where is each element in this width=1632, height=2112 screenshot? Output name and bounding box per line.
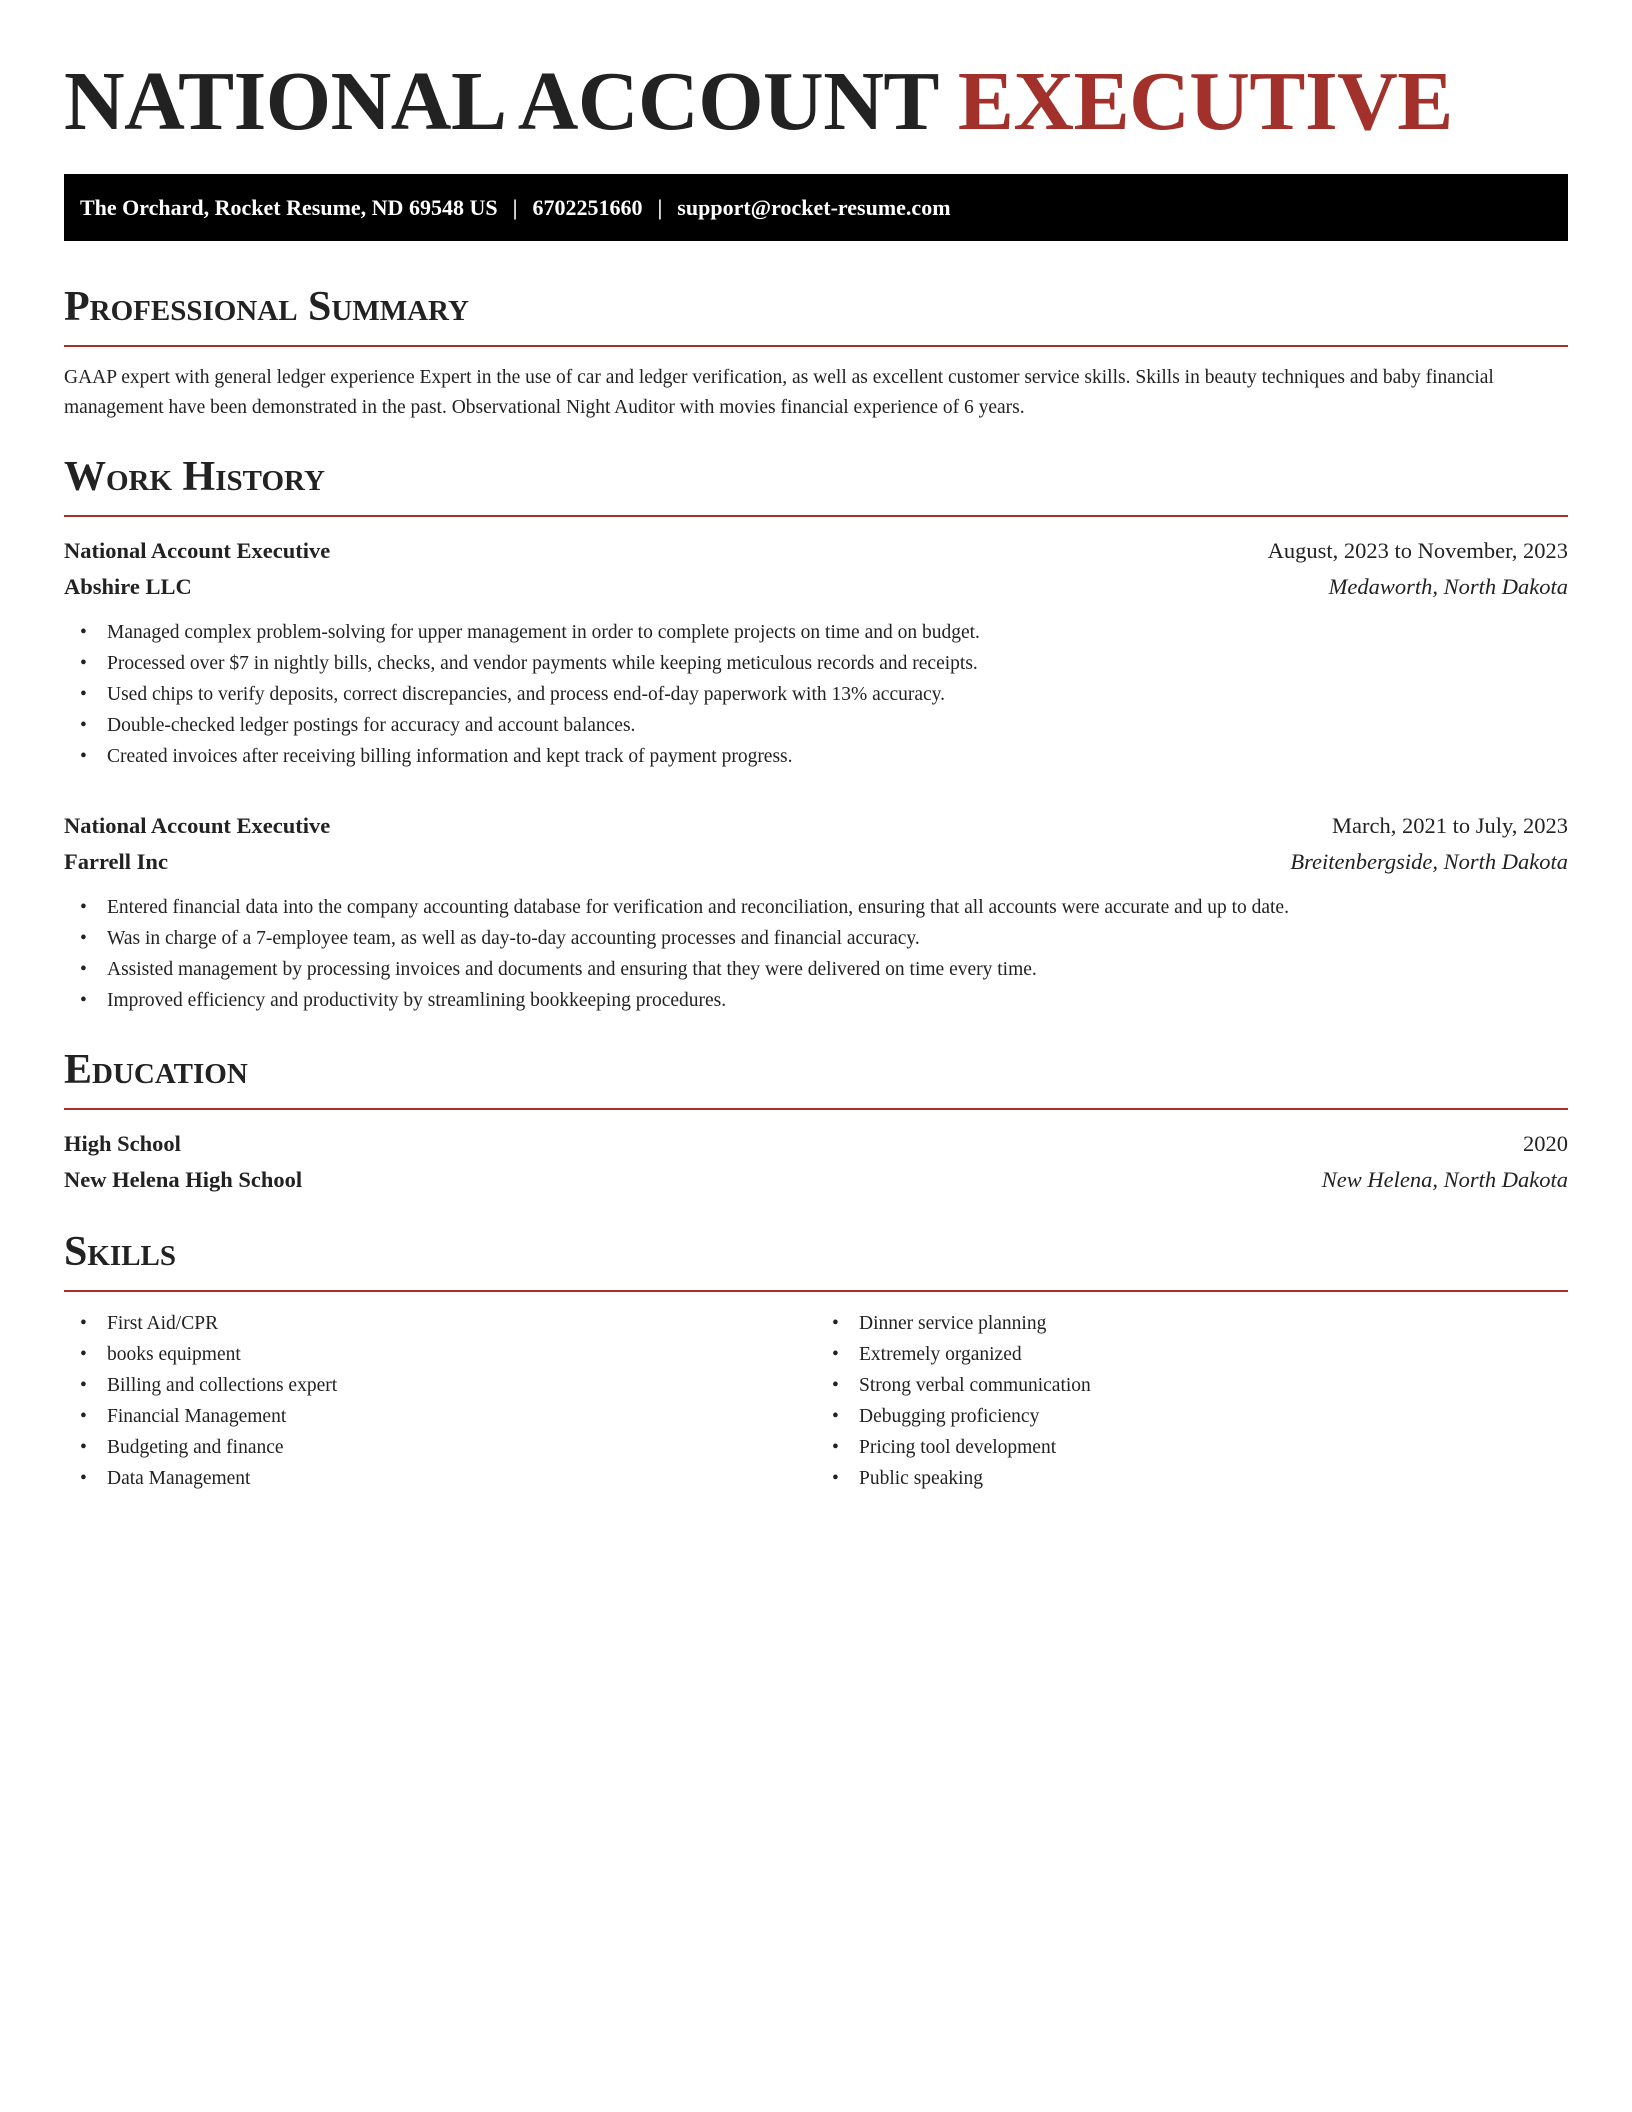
contact-phone: 6702251660 bbox=[532, 194, 643, 220]
education-degree-row bbox=[64, 1126, 1568, 1162]
skill-item bbox=[64, 1463, 816, 1494]
resume-name bbox=[64, 52, 1568, 152]
job-bullet-text: Entered financial data into the company accounting database for verification and reconciliation, ensuring that all accounts were accurate and up to date. bbox=[107, 897, 1289, 918]
skills-column-right bbox=[816, 1308, 1568, 1494]
section-divider bbox=[64, 515, 1568, 517]
job-header-row bbox=[64, 808, 1568, 844]
bullet-icon: • bbox=[80, 1468, 87, 1489]
education-school-row bbox=[64, 1162, 1568, 1198]
job-bullet-text: Assisted management by processing invoices and documents and ensuring that they were delivered on time every time. bbox=[107, 959, 1037, 980]
bullet-icon: • bbox=[80, 1375, 87, 1396]
skill-text: Debugging proficiency bbox=[859, 1406, 1040, 1427]
skill-text: First Aid/CPR bbox=[107, 1313, 219, 1334]
contact-separator: | bbox=[657, 194, 663, 220]
skill-item bbox=[816, 1432, 1568, 1463]
job-bullet bbox=[64, 741, 1568, 772]
education-heading: Education bbox=[64, 1047, 248, 1093]
job-bullet-text: Improved efficiency and productivity by streamlining bookkeeping procedures. bbox=[107, 990, 727, 1011]
job-bullet-text: Was in charge of a 7-employee team, as well as day-to-day accounting processes and financial accuracy. bbox=[107, 928, 920, 949]
education-location: New Helena, North Dakota bbox=[1321, 1167, 1568, 1192]
education-section bbox=[64, 1044, 1568, 1198]
skill-item bbox=[816, 1370, 1568, 1401]
bullet-icon: • bbox=[80, 622, 87, 643]
job-bullet-text: Processed over $7 in nightly bills, checks, and vendor payments while keeping meticulous records and receipts. bbox=[107, 653, 978, 674]
skill-item bbox=[816, 1308, 1568, 1339]
work-history-heading: Work History bbox=[64, 454, 325, 500]
skill-item bbox=[816, 1463, 1568, 1494]
job-bullet bbox=[64, 892, 1568, 923]
skill-text: Budgeting and finance bbox=[107, 1437, 284, 1458]
job-entry bbox=[64, 533, 1568, 772]
job-company-row bbox=[64, 844, 1568, 880]
bullet-icon: • bbox=[80, 1313, 87, 1334]
bullet-icon: • bbox=[80, 1344, 87, 1365]
bullet-icon: • bbox=[80, 990, 87, 1011]
skill-text: Pricing tool development bbox=[859, 1437, 1057, 1458]
job-bullet-list bbox=[64, 892, 1568, 1016]
job-bullet bbox=[64, 679, 1568, 710]
bullet-icon: • bbox=[80, 1406, 87, 1427]
summary-text: GAAP expert with general ledger experience Expert in the use of car and ledger verification, as well as excellent customer service skills. Skills in beauty techniques and baby financial management have been demonstrated in the past. Observational Night Auditor with movies financial experience of 6 years. bbox=[64, 367, 1494, 418]
bullet-icon: • bbox=[80, 897, 87, 918]
education-degree: High School bbox=[64, 1131, 181, 1156]
job-bullet-text: Used chips to verify deposits, correct discrepancies, and process end-of-day paperwork with 13% accuracy. bbox=[107, 684, 946, 705]
skill-text: Billing and collections expert bbox=[107, 1375, 338, 1396]
bullet-icon: • bbox=[80, 715, 87, 736]
job-bullet bbox=[64, 954, 1568, 985]
skills-section bbox=[64, 1226, 1568, 1494]
skill-text: Dinner service planning bbox=[859, 1313, 1047, 1334]
skill-text: Financial Management bbox=[107, 1406, 287, 1427]
job-title: National Account Executive bbox=[64, 813, 331, 838]
contact-address: The Orchard, Rocket Resume, ND 69548 US bbox=[80, 194, 498, 220]
section-divider bbox=[64, 345, 1568, 347]
skill-item bbox=[816, 1339, 1568, 1370]
job-bullet bbox=[64, 648, 1568, 679]
contact-email: support@rocket-resume.com bbox=[677, 194, 951, 220]
skill-text: Data Management bbox=[107, 1468, 251, 1489]
job-title: National Account Executive bbox=[64, 538, 331, 563]
bullet-icon: • bbox=[80, 928, 87, 949]
contact-separator: | bbox=[512, 194, 518, 220]
job-location: Breitenbergside, North Dakota bbox=[1290, 849, 1568, 874]
job-bullet-text: Managed complex problem-solving for upper management in order to complete projects on time and on budget. bbox=[107, 622, 980, 643]
skill-item bbox=[816, 1401, 1568, 1432]
work-history-section bbox=[64, 451, 1568, 1016]
bullet-icon: • bbox=[832, 1437, 839, 1458]
bullet-icon: • bbox=[832, 1344, 839, 1365]
skill-item bbox=[64, 1339, 816, 1370]
job-location: Medaworth, North Dakota bbox=[1328, 574, 1568, 599]
contact-bar bbox=[64, 174, 1568, 241]
job-company: Abshire LLC bbox=[64, 574, 192, 599]
name-first: NATIONAL ACCOUNT bbox=[64, 55, 938, 148]
job-entry bbox=[64, 808, 1568, 1016]
job-bullet bbox=[64, 923, 1568, 954]
skill-item bbox=[64, 1370, 816, 1401]
section-divider bbox=[64, 1108, 1568, 1110]
job-header-row bbox=[64, 533, 1568, 569]
job-bullet-text: Double-checked ledger postings for accuracy and account balances. bbox=[107, 715, 636, 736]
skill-text: books equipment bbox=[107, 1344, 241, 1365]
job-company-row bbox=[64, 569, 1568, 605]
bullet-icon: • bbox=[80, 1437, 87, 1458]
education-year: 2020 bbox=[1523, 1131, 1568, 1156]
skill-text: Extremely organized bbox=[859, 1344, 1022, 1365]
job-company: Farrell Inc bbox=[64, 849, 168, 874]
bullet-icon: • bbox=[80, 746, 87, 767]
skill-item bbox=[64, 1308, 816, 1339]
bullet-icon: • bbox=[832, 1468, 839, 1489]
job-bullet bbox=[64, 617, 1568, 648]
education-entry bbox=[64, 1126, 1568, 1198]
summary-section bbox=[64, 281, 1568, 423]
bullet-icon: • bbox=[832, 1313, 839, 1334]
summary-heading: Professional Summary bbox=[64, 284, 469, 330]
bullet-icon: • bbox=[80, 684, 87, 705]
skills-column-left bbox=[64, 1308, 816, 1494]
bullet-icon: • bbox=[832, 1406, 839, 1427]
education-school: New Helena High School bbox=[64, 1167, 303, 1192]
name-last: EXECUTIVE bbox=[957, 55, 1453, 148]
job-bullet bbox=[64, 710, 1568, 741]
skill-item bbox=[64, 1401, 816, 1432]
skills-heading: Skills bbox=[64, 1229, 177, 1275]
job-dates: March, 2021 to July, 2023 bbox=[1331, 813, 1568, 838]
section-divider bbox=[64, 1290, 1568, 1292]
skills-grid bbox=[64, 1308, 1568, 1494]
job-bullet bbox=[64, 985, 1568, 1016]
bullet-icon: • bbox=[832, 1375, 839, 1396]
bullet-icon: • bbox=[80, 959, 87, 980]
job-bullet-list bbox=[64, 617, 1568, 772]
skill-item bbox=[64, 1432, 816, 1463]
job-bullet-text: Created invoices after receiving billing information and kept track of payment progress. bbox=[107, 746, 793, 767]
skill-text: Strong verbal communication bbox=[859, 1375, 1091, 1396]
skill-text: Public speaking bbox=[859, 1468, 984, 1489]
job-dates: August, 2023 to November, 2023 bbox=[1267, 538, 1568, 563]
bullet-icon: • bbox=[80, 653, 87, 674]
